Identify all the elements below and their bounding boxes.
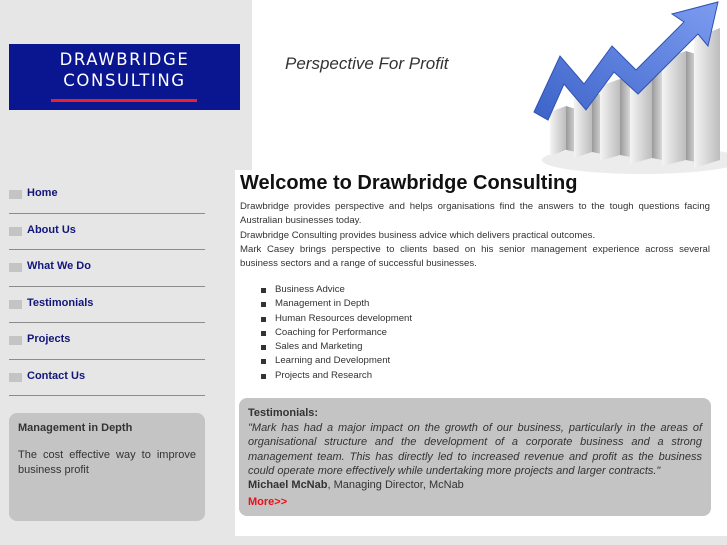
service-item: Coaching for Performance: [275, 326, 412, 340]
nav-item-label[interactable]: Projects: [27, 333, 71, 345]
intro-paragraph: Drawbridge Consulting provides business advice which delivers practical outcomes.: [240, 229, 596, 241]
testimonial-quote: "Mark has had a major impact on the growth of our business, particularly in the areas of organisational structure and the development of a corporate business and a strong management team. This has directly led to increased revenue and profit as the business could operate more effectively while undertaking more projects and larger contracts.": [248, 422, 702, 477]
testimonial-box: [239, 398, 711, 516]
sidebar-promo-text: The cost effective way to improve business profit: [18, 449, 196, 476]
nav-item-projects[interactable]: [9, 323, 205, 360]
nav-bullet-icon: [9, 336, 22, 345]
service-item: Human Resources development: [275, 312, 412, 326]
nav-bullet-icon: [9, 190, 22, 199]
main-navigation: [9, 177, 205, 396]
intro-paragraph: Drawbridge provides perspective and helps organisations find the answers to the tough questions facing Australian businesses today.: [240, 201, 710, 227]
logo-underline: [51, 99, 197, 102]
testimonial-author-name: Michael McNab: [248, 479, 328, 492]
nav-item-contact-us[interactable]: [9, 360, 205, 397]
nav-item-label[interactable]: Contact Us: [27, 369, 86, 382]
logo-line-2: CONSULTING: [63, 71, 186, 90]
nav-item-label[interactable]: About Us: [27, 223, 76, 236]
service-item: Business Advice: [275, 283, 412, 297]
service-item: Learning and Development: [275, 354, 412, 368]
logo[interactable]: [9, 44, 240, 110]
page-title: Welcome to Drawbridge Consulting: [240, 172, 578, 194]
nav-bullet-icon: [9, 373, 22, 382]
nav-item-home[interactable]: [9, 177, 205, 214]
nav-item-about-us[interactable]: [9, 214, 205, 251]
service-item: Management in Depth: [275, 297, 412, 311]
testimonial-heading: Testimonials:: [248, 407, 319, 419]
intro-text: [240, 200, 710, 271]
testimonials-more-link[interactable]: More>>: [248, 496, 288, 509]
tagline: Perspective For Profit: [285, 54, 449, 73]
nav-item-label[interactable]: Testimonials: [27, 296, 94, 309]
rising-bar-chart-arrow-image: [472, 0, 727, 176]
nav-bullet-icon: [9, 263, 22, 272]
service-item: Projects and Research: [275, 369, 412, 383]
intro-paragraph: Mark Casey brings perspective to clients based on his senior management experience across several business sectors and a range of successful businesses.: [240, 243, 710, 270]
logo-line-1: DRAWBRIDGE: [59, 50, 190, 69]
sidebar-promo-title: Management in Depth: [18, 422, 133, 434]
nav-item-label[interactable]: What We Do: [27, 260, 91, 272]
service-item: Sales and Marketing: [275, 340, 412, 354]
testimonial-author: [248, 478, 702, 492]
sidebar-promo-box: [9, 413, 205, 521]
nav-bullet-icon: [9, 227, 22, 236]
nav-bullet-icon: [9, 300, 22, 309]
nav-item-label[interactable]: Home: [27, 187, 58, 199]
nav-item-testimonials[interactable]: [9, 287, 205, 324]
nav-item-what-we-do[interactable]: [9, 250, 205, 287]
services-list: [275, 283, 412, 383]
footer-strip: [0, 536, 727, 545]
testimonial-author-role: , Managing Director, McNab: [327, 479, 464, 492]
